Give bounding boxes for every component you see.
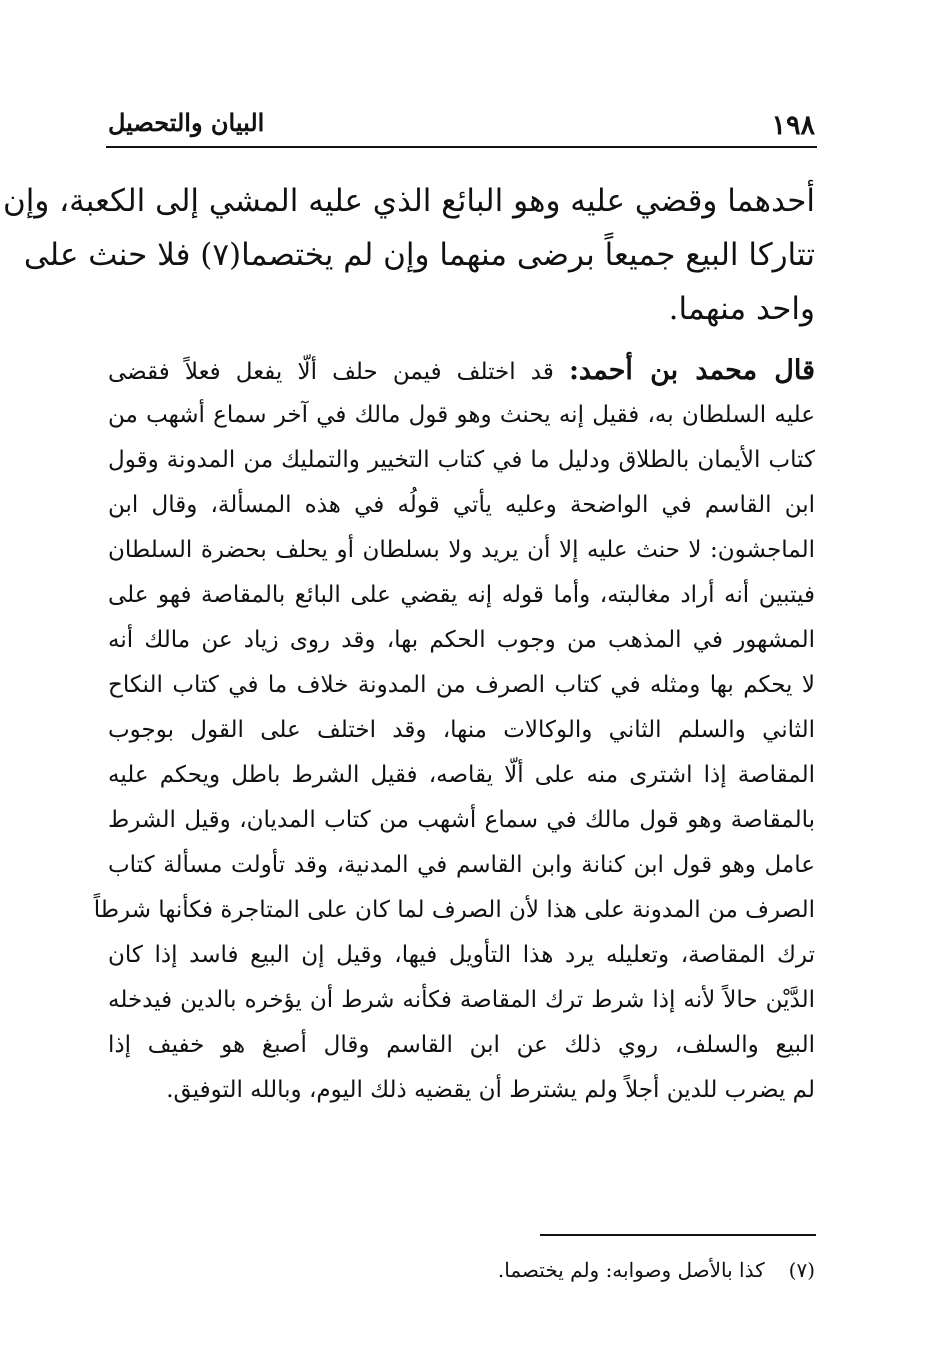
text-line: ترك المقاصة، وتعليله يرد هذا التأويل فيها، وقيل إن البيع فاسد إذا كان xyxy=(108,942,815,968)
speaker-attribution: قال محمد بن أحمد: xyxy=(568,355,816,386)
text-line: لم يضرب للدين أجلاً ولم يشترط أن يقضيه ذلك اليوم، وبالله التوفيق. xyxy=(166,1077,815,1103)
text-line: فيتبين أنه أراد مغالبته، وأما قوله إنه يقضي على البائع بالمقاصة فهو على xyxy=(108,582,815,608)
text-line: عليه السلطان به، فقيل إنه يحنث وهو قول مالك في آخر سماع أشهب من xyxy=(108,402,815,428)
text-line: تتاركا البيع جميعاً برضى منهما وإن لم يختصما(٧) فلا حنث على xyxy=(23,237,815,273)
text-line: البيع والسلف، روي ذلك عن ابن القاسم وقال أصبغ هو خفيف إذا xyxy=(108,1032,815,1058)
page-header xyxy=(108,104,815,144)
text-line: الصرف من المدونة على هذا لأن الصرف لما كان على المتاجرة فكأنها شرطاً xyxy=(93,897,815,923)
text-line: المقاصة إذا اشترى منه على ألّا يقاصه، فقيل الشرط باطل ويحكم عليه xyxy=(108,762,816,788)
running-title: البيان والتحصيل xyxy=(108,108,265,137)
footnote-number: (٧) xyxy=(788,1258,815,1282)
header-divider xyxy=(106,146,817,148)
text-line: ابن القاسم في الواضحة وعليه يأتي قولُه في هذه المسألة، وقال ابن xyxy=(108,492,815,518)
text-line: الدَّيْن حالاً لأنه إذا شرط ترك المقاصة فكأنه شرط أن يؤخره بالدين فيدخله xyxy=(108,987,815,1013)
footnote-divider xyxy=(540,1234,816,1236)
text-line: عامل وهو قول ابن كنانة وابن القاسم في المدنية، وقد تأولت مسألة كتاب xyxy=(108,852,815,878)
page-number: ١٩٨ xyxy=(771,110,815,141)
text-line: بالمقاصة وهو قول مالك في سماع أشهب من كتاب المديان، وقيل الشرط xyxy=(108,807,815,833)
text-line: المشهور في المذهب من وجوب الحكم بها، وقد روى زياد عن مالك أنه xyxy=(108,627,815,653)
footnote xyxy=(400,1258,815,1282)
text-line-first xyxy=(108,348,815,393)
paragraph-continuation xyxy=(2,174,815,336)
text-line: الثاني والسلم الثاني والوكالات منها، وقد اختلف على القول بوجوب xyxy=(108,717,815,743)
text-line-rest: قد اختلف فيمن حلف ألّا يفعل فعلاً فقضى xyxy=(108,359,554,385)
commentary-paragraph xyxy=(93,348,816,1113)
footnote-text: كذا بالأصل وصوابه: ولم يختصما. xyxy=(497,1258,765,1282)
text-line: لا يحكم بها ومثله في كتاب الصرف من المدونة خلاف ما في كتاب النكاح xyxy=(108,672,815,698)
text-line: واحد منهما. xyxy=(668,291,815,327)
text-line: أحدهما وقضي عليه وهو البائع الذي عليه المشي إلى الكعبة، وإن xyxy=(2,183,815,219)
text-line: الماجشون: لا حنث عليه إلا أن يريد ولا بسلطان أو يحلف بحضرة السلطان xyxy=(108,537,815,563)
text-line: كتاب الأيمان بالطلاق ودليل ما في كتاب التخيير والتمليك من المدونة وقول xyxy=(108,447,815,473)
